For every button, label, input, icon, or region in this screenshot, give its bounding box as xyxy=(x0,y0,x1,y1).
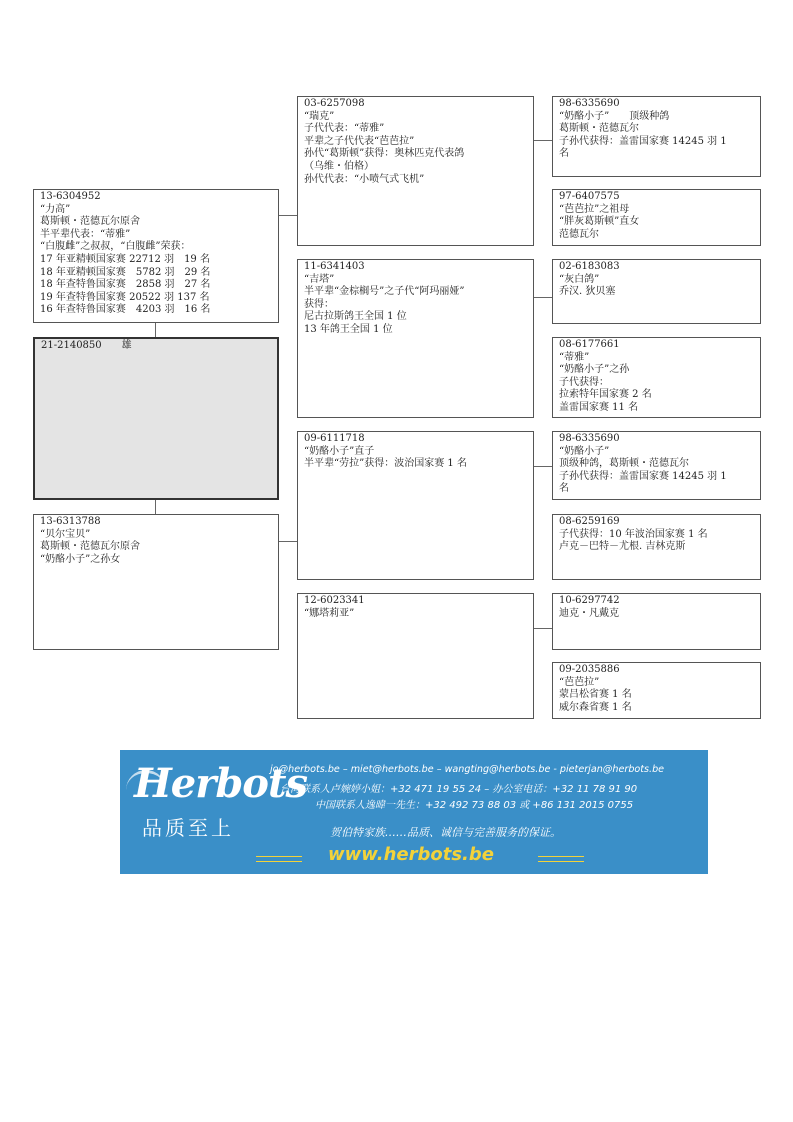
pedigree-line: “瑞克” xyxy=(304,110,335,122)
pedigree-line: “奶酪小子” xyxy=(559,445,610,457)
connector xyxy=(278,541,297,542)
pedigree-line: 顶级种鸽，葛斯顿・范德瓦尔 xyxy=(559,458,689,470)
pedigree-line: 获得： xyxy=(304,298,334,310)
pedigree-line: 卢克－巴特－尤根. 吉林克斯 xyxy=(559,541,686,553)
banner-taiwan-contact: 台湾联系人卢婉婷小姐：+32 471 19 55 24 – 办公室电话：+32 11 78 91 90 xyxy=(280,784,638,795)
banner-motto: 贺伯特家族……品质、诚信与完善服务的保证。 xyxy=(330,826,561,839)
ring-number: 08-6259169 xyxy=(559,516,620,527)
pedigree-line: 葛斯顿・范德瓦尔 xyxy=(559,123,639,135)
pedigree-line: 盖雷国家赛 11 名 xyxy=(559,401,639,413)
pedigree-line: “吉塔” xyxy=(304,273,335,285)
banner-tagline: 品质至上 xyxy=(142,816,234,840)
pedigree-line: 平辈之子代代表“芭芭拉” xyxy=(304,135,415,147)
pedigree-line: “灰白鸽” xyxy=(559,273,600,285)
pedigree-line: “贝尔宝贝” xyxy=(40,528,91,540)
pedigree-line: “奶酪小子”直子 xyxy=(304,445,375,457)
ring-number: 12-6023341 xyxy=(304,595,365,606)
connector xyxy=(533,466,552,467)
ring-number: 08-6177661 xyxy=(559,339,620,350)
ring-number: 11-6341403 xyxy=(304,261,365,272)
pedigree-line: 18 年亚精顿国家赛 5782 羽 29 名 xyxy=(40,266,211,278)
pedigree-line: 18 年查特鲁国家赛 2858 羽 27 名 xyxy=(40,279,211,291)
pedigree-line: 拉索特年国家赛 2 名 xyxy=(559,389,652,401)
pedigree-line: “力高” xyxy=(40,203,71,215)
connector xyxy=(533,297,552,298)
ring-number: 13-6313788 xyxy=(40,516,101,527)
ring-number: 98-6335690 xyxy=(559,433,620,444)
dam-dam-box xyxy=(297,593,534,719)
pedigree-line: “奶酪小子”之孙女 xyxy=(40,553,121,565)
pedigree-line: 葛斯顿・范德瓦尔原舍 xyxy=(40,541,140,553)
pedigree-line: 范德瓦尔 xyxy=(559,228,599,240)
connector xyxy=(278,215,297,216)
pedigree-line: 孙代“葛斯顿”获得：奥林匹克代表鸽 xyxy=(304,148,465,160)
pedigree-line: 半平辈“金棕榈号”之子代“阿玛丽娅” xyxy=(304,286,465,298)
pedigree-line: “白腹雌”之叔叔，“白腹雌”荣获： xyxy=(40,241,191,253)
subject-sex: 雄 xyxy=(121,340,132,351)
pedigree-line: 孙代代表：“小喷气式飞机” xyxy=(304,173,425,185)
pedigree-line: “奶酪小子”之孙 xyxy=(559,364,630,376)
connector xyxy=(533,140,552,141)
dam-box xyxy=(33,514,279,650)
banner-website-link[interactable]: www.herbots.be xyxy=(328,844,494,865)
pedigree-line: 19 年查特鲁国家赛 20522 羽 137 名 xyxy=(40,291,210,303)
connector xyxy=(533,628,552,629)
subject-box xyxy=(33,337,279,500)
pedigree-line: 乔汉. 狄贝塞 xyxy=(559,286,616,298)
pedigree-line: （乌维・伯格） xyxy=(304,160,374,172)
pedigree-line: 子孙代获得：盖雷国家赛 14245 羽 1 xyxy=(559,135,727,147)
pedigree-line: 子代获得：10 年波治国家赛 1 名 xyxy=(559,528,708,540)
pedigree-line: “芭芭拉”之祖母 xyxy=(559,203,630,215)
ring-number: 09-6111718 xyxy=(304,433,365,444)
ss-sire-box xyxy=(552,96,761,177)
pedigree-line: 子孙代获得：盖雷国家赛 14245 羽 1 xyxy=(559,470,727,482)
subject-id: 21-2140850 xyxy=(41,340,102,351)
decorative-line xyxy=(538,856,584,862)
herbots-banner xyxy=(120,750,708,874)
sire-box xyxy=(33,189,279,323)
ring-number: 09-2035886 xyxy=(559,664,620,675)
pedigree-line: 蒙吕松省赛 1 名 xyxy=(559,689,632,701)
banner-emails[interactable]: jo@herbots.be – miet@herbots.be – wangting@herbots.be - pieterjan@herbots.be xyxy=(270,764,665,775)
dd-dam-box xyxy=(552,662,761,719)
pedigree-line: “芭芭拉” xyxy=(559,676,600,688)
pedigree-line: 半平辈“劳拉”获得：波治国家赛 1 名 xyxy=(304,458,467,470)
sd-dam-box xyxy=(552,337,761,418)
sire-sire-box xyxy=(297,96,534,246)
ss-dam-box xyxy=(552,189,761,246)
pedigree-line: “蒂雅” xyxy=(559,351,590,363)
dam-sire-box xyxy=(297,431,534,580)
banner-china-contact: 中国联系人逸暐一先生：+32 492 73 88 03 或 +86 131 2015 0755 xyxy=(315,800,634,811)
ring-number: 13-6304952 xyxy=(40,191,101,202)
dd-sire-box xyxy=(552,593,761,650)
pedigree-line: 威尔森省赛 1 名 xyxy=(559,701,632,713)
pedigree-line: 名 xyxy=(559,483,569,495)
pedigree-line: 名 xyxy=(559,148,569,160)
ds-dam-box xyxy=(552,514,761,580)
decorative-line xyxy=(256,856,302,862)
connector xyxy=(155,322,156,338)
pedigree-line: 迪克・凡戴克 xyxy=(559,607,619,619)
pedigree-line: 13 年鸽王全国 1 位 xyxy=(304,323,393,335)
pedigree-line: 子代获得： xyxy=(559,376,609,388)
sd-sire-box xyxy=(552,259,761,324)
pedigree-line: “娜塔莉亚” xyxy=(304,607,355,619)
herbots-logo: Herbots xyxy=(134,760,307,807)
pedigree-line: “奶酪小子” 顶级种鸽 xyxy=(559,110,670,122)
connector xyxy=(155,499,156,515)
pedigree-line: 尼古拉斯鸽王全国 1 位 xyxy=(304,311,407,323)
ring-number: 98-6335690 xyxy=(559,98,620,109)
ring-number: 03-6257098 xyxy=(304,98,365,109)
sire-dam-box xyxy=(297,259,534,418)
pedigree-line: 子代代表：“蒂雅” xyxy=(304,123,385,135)
pedigree-line: 16 年查特鲁国家赛 4203 羽 16 名 xyxy=(40,304,211,316)
pedigree-line: 17 年亚精顿国家赛 22712 羽 19 名 xyxy=(40,253,210,265)
pedigree-line: “胖灰葛斯顿”直女 xyxy=(559,216,640,228)
ring-number: 10-6297742 xyxy=(559,595,620,606)
ring-number: 02-6183083 xyxy=(559,261,620,272)
pedigree-line: 半平辈代表：“蒂雅” xyxy=(40,228,131,240)
pedigree-line: 葛斯顿・范德瓦尔原舍 xyxy=(40,216,140,228)
ds-sire-box xyxy=(552,431,761,500)
ring-number: 97-6407575 xyxy=(559,191,620,202)
